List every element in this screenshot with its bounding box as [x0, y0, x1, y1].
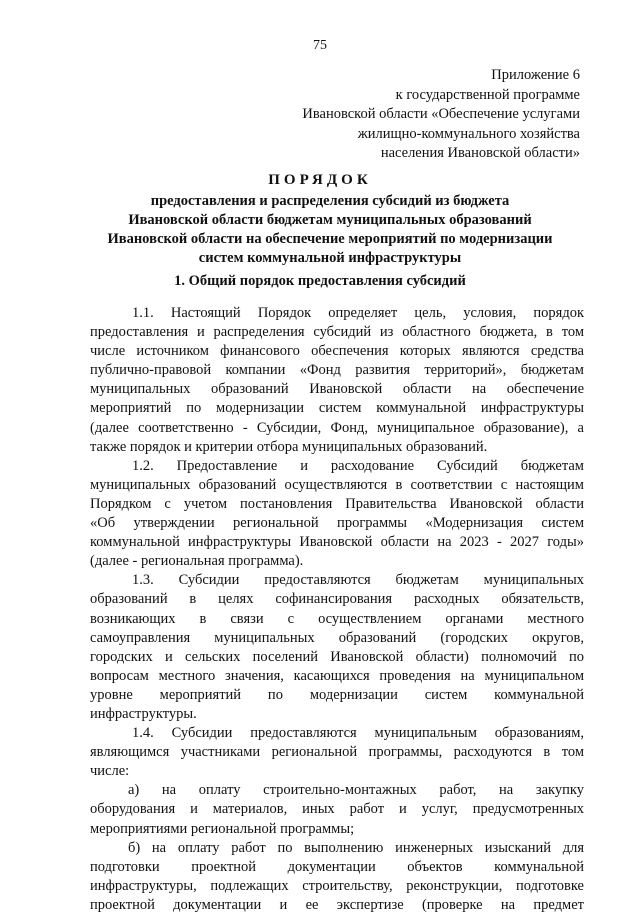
paragraph-line: самоуправления муниципальных образований (городских округов,: [90, 629, 584, 646]
paragraph-line: муниципальных образований Ивановской области на обеспечение: [90, 381, 584, 398]
subtitle-line: предоставления и распределения субсидий из бюджета: [150, 193, 510, 209]
paragraph-line: 1.3. Субсидии предоставляются бюджетам муниципальных: [132, 572, 584, 589]
subtitle-line: Ивановской области на обеспечение мероприятий по модернизации: [107, 231, 553, 247]
paragraph-line: инфраструктуры.: [90, 705, 197, 722]
paragraph-line: мероприятий по модернизации систем коммунальной инфраструктуры: [90, 400, 584, 417]
paragraph-line: числе:: [90, 763, 130, 780]
paragraph-line: коммунальной инфраструктуры Ивановской области на 2023 - 2027 годы»: [90, 534, 584, 551]
paragraph-line: мероприятиями региональной программы;: [90, 820, 355, 837]
paragraph-line: публично-правовой компании «Фонд развития территорий», бюджетам: [90, 362, 584, 379]
paragraph-line: Порядком с учетом постановления Правительства Ивановской области: [90, 495, 584, 512]
paragraph-line: также порядок и критерии отбора муниципальных образований.: [90, 438, 488, 455]
paragraph: [90, 571, 584, 724]
paragraph-line: а) на оплату строительно-монтажных работ, на закупку: [128, 782, 584, 799]
paragraph-line: инфраструктуры, подлежащих строительству, реконструкции, подготовке: [90, 877, 584, 894]
paragraph-line: (далее соответственно - Субсидии, Фонд, муниципальное образование), а: [90, 419, 584, 436]
paragraph-line: (далее - региональная программа).: [90, 553, 304, 570]
paragraph: [90, 781, 584, 838]
section-heading: 1. Общий порядок предоставления субсидий: [174, 273, 466, 289]
paragraph-line: 1.2. Предоставление и расходование Субсидий бюджетам: [132, 457, 584, 474]
paragraph: [90, 839, 584, 915]
paragraph-line: подготовки проектной документации объектов коммунальной: [90, 858, 584, 875]
paragraph-line: являющимся участниками региональной программы, расходуются в том: [90, 744, 584, 761]
appendix-line: к государственной программе: [395, 86, 580, 103]
paragraph-line: предоставления и распределения субсидий из областного бюджета, в том: [90, 324, 584, 341]
paragraph: [90, 457, 584, 572]
paragraph-line: числе источником финансового обеспечения которых являются средства: [90, 343, 584, 360]
document-body: [90, 304, 584, 915]
paragraph-line: образований в целях софинансирования расходных обязательств,: [90, 591, 584, 608]
appendix-line: Ивановской области «Обеспечение услугами: [302, 106, 580, 122]
document-subtitle: [60, 192, 600, 268]
paragraph-line: проектной документации и ее экспертизе (проверке на предмет: [90, 896, 584, 913]
paragraph-line: уровне мероприятий по модернизации систем коммунальной: [90, 686, 584, 703]
appendix-line: Приложение 6: [491, 67, 580, 83]
subtitle-line: Ивановской области бюджетам муниципальных образований: [128, 212, 532, 228]
paragraph-line: муниципальных образований осуществляются в соответствии с настоящим: [90, 476, 584, 493]
paragraph-line: «Об утверждении региональной программы «Модернизация систем: [90, 515, 584, 532]
page-number: 75: [313, 38, 327, 53]
paragraph-line: 1.1. Настоящий Порядок определяет цель, условия, порядок: [132, 305, 584, 321]
paragraph-line: вопросам местного значения, касающихся проведения на муниципальном: [90, 667, 584, 684]
paragraph-line: оборудования и материалов, иных работ и услуг, предусмотренных: [90, 801, 584, 818]
paragraph: [90, 724, 584, 781]
document-title: ПОРЯДОК: [268, 172, 372, 188]
appendix-line: населения Ивановской области»: [380, 145, 580, 161]
paragraph-line: возникающих в связи с осуществлением органами местного: [90, 610, 584, 627]
paragraph-line: б) на оплату работ по выполнению инженерных изысканий для: [128, 839, 584, 856]
appendix-line: жилищно-коммунального хозяйства: [357, 125, 580, 142]
subtitle-line: систем коммунальной инфраструктуры: [198, 250, 462, 266]
paragraph-line: 1.4. Субсидии предоставляются муниципальным образованиям,: [132, 725, 584, 742]
appendix-header: [302, 66, 580, 164]
paragraph-line: городских и сельских поселений Ивановской области) полномочий по: [90, 648, 584, 665]
paragraph: [90, 304, 584, 457]
